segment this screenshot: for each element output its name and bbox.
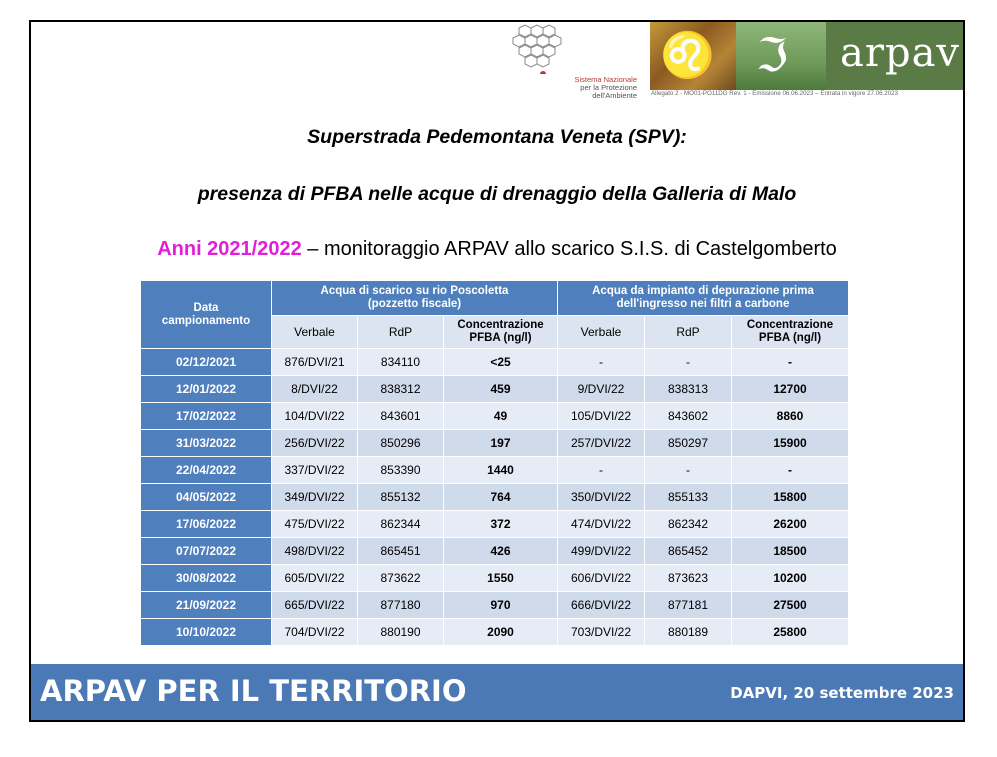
concentration-depurazione: 26200 xyxy=(732,511,849,538)
verbale-depurazione: - xyxy=(558,349,645,376)
concentration-header: Concentrazione PFBA (ng/l) xyxy=(732,316,849,349)
verbale-depurazione: 703/DVI/22 xyxy=(558,619,645,646)
years-highlight: Anni 2021/2022 xyxy=(157,238,302,260)
rdp-scarico: 850296 xyxy=(358,430,444,457)
verbale-scarico: 475/DVI/22 xyxy=(272,511,358,538)
concentration-depurazione: 18500 xyxy=(732,538,849,565)
rdp-depurazione: - xyxy=(645,349,732,376)
concentration-depurazione: 8860 xyxy=(732,403,849,430)
group-header-depurazione: Acqua da impianto di depurazione prima dell'ingresso nei filtri a carbone xyxy=(558,281,849,316)
verbale-scarico: 665/DVI/22 xyxy=(272,592,358,619)
sample-date: 04/05/2022 xyxy=(141,484,272,511)
rdp-depurazione: 838313 xyxy=(645,376,732,403)
rdp-scarico: 838312 xyxy=(358,376,444,403)
sample-date: 17/06/2022 xyxy=(141,511,272,538)
footer-title: ARPAV PER IL TERRITORIO xyxy=(40,674,467,708)
table-row xyxy=(141,430,849,457)
verbale-depurazione: 9/DVI/22 xyxy=(558,376,645,403)
verbale-scarico: 349/DVI/22 xyxy=(272,484,358,511)
page-subtitle: presenza di PFBA nelle acque di drenaggio della Galleria di Malo xyxy=(197,183,797,205)
sample-date: 07/07/2022 xyxy=(141,538,272,565)
rdp-depurazione: 877181 xyxy=(645,592,732,619)
verbale-depurazione: 666/DVI/22 xyxy=(558,592,645,619)
rdp-scarico: 865451 xyxy=(358,538,444,565)
snpa-text xyxy=(527,76,637,100)
concentration-depurazione: 10200 xyxy=(732,565,849,592)
table-row xyxy=(141,349,849,376)
snpa-hexagon-icon xyxy=(509,24,565,74)
verbale-scarico: 498/DVI/22 xyxy=(272,538,358,565)
rdp-depurazione: 862342 xyxy=(645,511,732,538)
snpa-line: dell'Ambiente xyxy=(592,91,637,100)
concentration-scarico: 372 xyxy=(444,511,558,538)
rdp-depurazione: - xyxy=(645,457,732,484)
arpav-logo xyxy=(650,22,965,90)
verbale-scarico: 704/DVI/22 xyxy=(272,619,358,646)
verbale-depurazione: 499/DVI/22 xyxy=(558,538,645,565)
rdp-depurazione: 843602 xyxy=(645,403,732,430)
verbale-scarico: 104/DVI/22 xyxy=(272,403,358,430)
concentration-scarico: 1550 xyxy=(444,565,558,592)
concentration-scarico: 459 xyxy=(444,376,558,403)
sample-date: 31/03/2022 xyxy=(141,430,272,457)
rdp-depurazione: 850297 xyxy=(645,430,732,457)
slide xyxy=(29,20,965,722)
concentration-depurazione: 12700 xyxy=(732,376,849,403)
verbale-depurazione: 257/DVI/22 xyxy=(558,430,645,457)
snpa-line: Sistema Nazionale xyxy=(574,75,637,84)
concentration-depurazione: 15800 xyxy=(732,484,849,511)
footer-date: DAPVI, 20 settembre 2023 xyxy=(730,684,954,702)
verbale-scarico: 876/DVI/21 xyxy=(272,349,358,376)
sample-date: 22/04/2022 xyxy=(141,457,272,484)
concentration-depurazione: - xyxy=(732,457,849,484)
sample-date: 30/08/2022 xyxy=(141,565,272,592)
verbale-depurazione: - xyxy=(558,457,645,484)
concentration-scarico: 2090 xyxy=(444,619,558,646)
table-row xyxy=(141,484,849,511)
concentration-scarico: 426 xyxy=(444,538,558,565)
verbale-scarico: 605/DVI/22 xyxy=(272,565,358,592)
rdp-scarico: 862344 xyxy=(358,511,444,538)
verbale-header: Verbale xyxy=(558,316,645,349)
rdp-scarico: 834110 xyxy=(358,349,444,376)
verbale-depurazione: 105/DVI/22 xyxy=(558,403,645,430)
table-body xyxy=(141,349,849,646)
sample-date: 02/12/2021 xyxy=(141,349,272,376)
snpa-logo xyxy=(501,24,637,102)
rdp-scarico: 855132 xyxy=(358,484,444,511)
concentration-scarico: 970 xyxy=(444,592,558,619)
pfba-table xyxy=(141,281,849,646)
rdp-depurazione: 873623 xyxy=(645,565,732,592)
concentration-scarico: 197 xyxy=(444,430,558,457)
snpa-line: per la Protezione xyxy=(580,83,637,92)
verbale-header: Verbale xyxy=(272,316,358,349)
concentration-scarico: 49 xyxy=(444,403,558,430)
table-row xyxy=(141,403,849,430)
verbale-depurazione: 606/DVI/22 xyxy=(558,565,645,592)
rdp-header: RdP xyxy=(645,316,732,349)
rdp-header: RdP xyxy=(358,316,444,349)
table-row xyxy=(141,619,849,646)
verbale-depurazione: 474/DVI/22 xyxy=(558,511,645,538)
arpav-wordmark: arpav xyxy=(840,30,961,76)
sample-date: 17/02/2022 xyxy=(141,403,272,430)
verbale-depurazione: 350/DVI/22 xyxy=(558,484,645,511)
group-header-scarico: Acqua di scarico su rio Poscoletta (pozzetto fiscale) xyxy=(272,281,558,316)
rdp-depurazione: 855133 xyxy=(645,484,732,511)
table-row xyxy=(141,511,849,538)
table-row xyxy=(141,376,849,403)
verbale-scarico: 337/DVI/22 xyxy=(272,457,358,484)
rdp-scarico: 853390 xyxy=(358,457,444,484)
concentration-scarico: 764 xyxy=(444,484,558,511)
document-reference: Allegato 2 - MO01-PO11DG Rev. 1 - Emissione 06.06.2023 – Entrata in vigore 27.06.2023 xyxy=(651,90,899,97)
monitoring-subtitle xyxy=(31,238,963,261)
sample-date: 10/10/2022 xyxy=(141,619,272,646)
lion-emblem-icon: ♌ xyxy=(650,22,736,90)
sample-date: 21/09/2022 xyxy=(141,592,272,619)
arpav-symbol-icon: ℑ xyxy=(736,22,826,90)
table-row xyxy=(141,457,849,484)
rdp-scarico: 877180 xyxy=(358,592,444,619)
page-title: Superstrada Pedemontana Veneta (SPV): xyxy=(307,126,687,148)
sample-date: 12/01/2022 xyxy=(141,376,272,403)
concentration-depurazione: - xyxy=(732,349,849,376)
concentration-scarico: 1440 xyxy=(444,457,558,484)
footer-bar xyxy=(31,664,963,722)
concentration-depurazione: 27500 xyxy=(732,592,849,619)
concentration-depurazione: 25800 xyxy=(732,619,849,646)
concentration-depurazione: 15900 xyxy=(732,430,849,457)
verbale-scarico: 8/DVI/22 xyxy=(272,376,358,403)
rdp-depurazione: 865452 xyxy=(645,538,732,565)
table-row xyxy=(141,538,849,565)
subtitle-text: – monitoraggio ARPAV allo scarico S.I.S. di Castelgomberto xyxy=(301,238,837,260)
rdp-scarico: 880190 xyxy=(358,619,444,646)
table-row xyxy=(141,565,849,592)
concentration-scarico: <25 xyxy=(444,349,558,376)
rdp-depurazione: 880189 xyxy=(645,619,732,646)
table-row xyxy=(141,592,849,619)
concentration-header: Concentrazione PFBA (ng/l) xyxy=(444,316,558,349)
verbale-scarico: 256/DVI/22 xyxy=(272,430,358,457)
date-column-header: Data campionamento xyxy=(141,281,272,349)
rdp-scarico: 843601 xyxy=(358,403,444,430)
rdp-scarico: 873622 xyxy=(358,565,444,592)
